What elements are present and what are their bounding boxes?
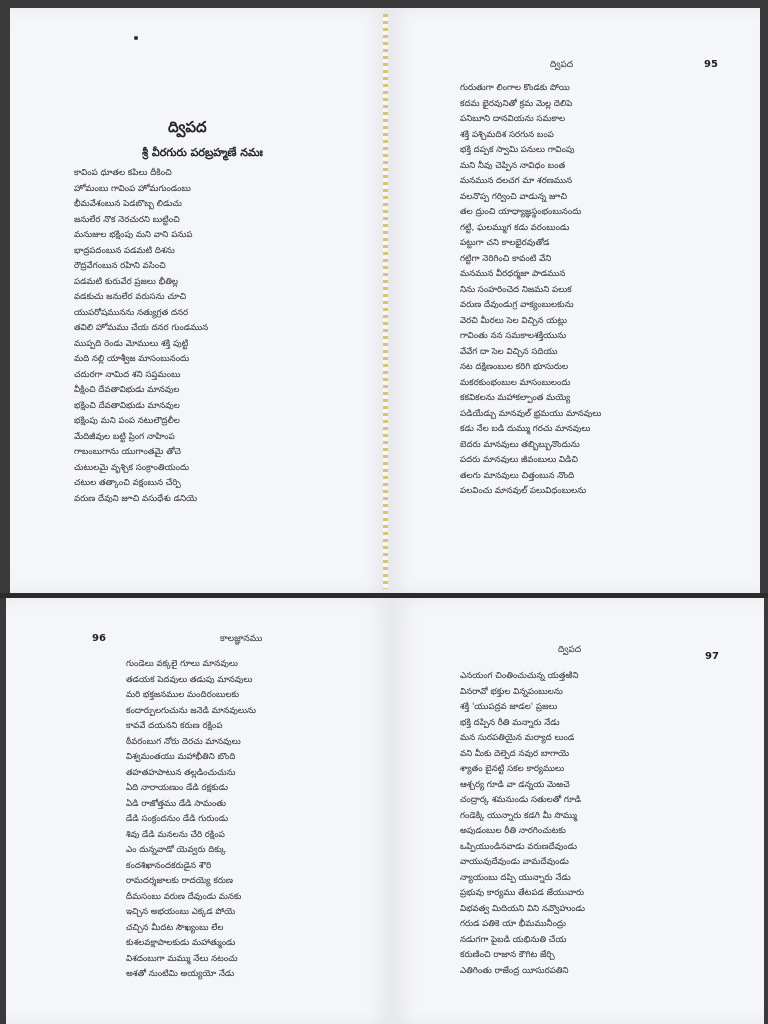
verse-line: ముప్పది రెండు మోములు శక్తి పుట్టి [74,338,189,349]
verse-line: అపుడంబుల రీతి నారగించుటకు [460,826,566,836]
verse-line: వరుణ దేవుండుగ్ర వాక్యంబులకును [460,300,574,310]
verse-line: ఎనయంగ చింతించుచున్న యత్తఱిని [460,671,579,681]
page-number: 95 [704,59,718,70]
page-number: 97 [705,651,719,662]
verse-line: ఠీవరంబుగ నోరు దెరచు మానవులు [126,736,241,747]
verse-line: వీక్షించి దేవతావిభుడు మానవుల [74,385,180,395]
verse-line: గుండెలు వక్కలై గూలు మానవులు [126,659,238,669]
verse-line: అశతో నుంటిమి అయ్యయో నేడు [126,969,235,979]
verse-line: గరుడ పతికె యా భీమమునీంద్రు [460,919,566,929]
verse-line: కందశిఖానందకరుడైన శౌరి [126,860,212,871]
verse-line: ఇచ్చిన అభయంబు ఎక్కడ పోయె [126,907,236,917]
verse-line: విశదంబుగా మమ్ము నేలు నటంచు [126,953,238,964]
verse-line: పనిబూని దానవియను సమకాల [460,114,566,124]
verse-line: డేడి సంక్రందనుం డేడి గురుండు [126,814,229,824]
invocation-subtitle: శ్రీ వీరగురు పరబ్రహ్మణే నమః [142,146,263,159]
verse-line: చుటులమై వృశ్చిక సంక్రాంతియందు [74,462,190,473]
verse-line: వరుణ దేవుని జూచి వసుధేశు డనియె [74,493,198,504]
verse-line: కరుణించి రాజాన కౌగిట జేర్చి [460,950,555,960]
page-bottom-left [6,598,392,1024]
verse-line: రౌద్రవేగంబున రహిని వసించి [74,261,166,271]
verse-lines [126,657,256,983]
verse-line: మకరకుంభంబుల మాసంబులందు [460,377,571,388]
verse-line: మరి భక్తజనముల మందిరంబులకు [126,690,239,700]
running-head: ద్విపద [558,645,582,655]
verse-line: శక్తి 'యుపద్రవ జాడల' ప్రజలు [460,702,558,712]
verse-line: భాద్రపదంబున పడమటి దిశను [74,245,175,256]
verse-line: చటుల తత్కాంచి వక్షంబున చేర్పి [74,478,181,488]
verse-line: ఒప్పియుండినవాడు వరుణదేవుండు [460,841,577,852]
poem-title: ద్విపద [168,118,207,136]
verse-line: శ్యాతం బైనట్టి సకల కార్యములు [460,764,565,774]
verse-line: తల ద్రుంచి యాధ్యాజ్ఞస్థంభంబునందు [460,207,582,217]
verse-line: వడకుచు జనులేర వరుసను చూచి [74,292,187,302]
verse-line: ఏడి రాజోత్తము డేడి సామంతు [126,798,226,809]
verse-line: ఎం దున్నవాడో యెవ్వరు దిక్కు [126,845,226,855]
verse-line: భక్షించి దేవతావిభుడు మానవుల [74,400,180,411]
verse-line: శక్తి పశ్చిమదిశ సరగున బంప [460,129,554,140]
verse-line: శివు డేడి మనలను చేరి రక్షింప [126,829,225,840]
verse-line: ప్రభువు కార్యము తేటపడ జేయువారు [460,888,585,898]
running-head: ద్విపద [550,60,574,70]
verse-line: గురుతుగా లింగాల కొండకు పోయి [460,83,570,93]
verse-line: మది నల్లి యాశ్వీజ మాసంబునందు [74,354,190,364]
verse-line: పదరు మానవులు జీవంబులు విడిచి [460,455,578,465]
verse-lines [74,166,208,507]
verse-line: దీమసంబు వరుణ దేవుండు మనకు [126,891,242,902]
verse-line: హోమంబు గావింప హోమగుండంబు [74,183,191,194]
verse-line: చంద్రార్క శమనుండు సతులతో గూడి [460,795,581,805]
verse-line: చచ్చిన మీదట సౌఖ్యంబు లేల [126,922,224,933]
verse-line: వలనొప్ప గర్వించి వాడున్న జూచి [460,191,567,202]
verse-line: మనమున వీరధర్మజా పాడమున [460,269,566,279]
verse-line: న్యాయంబు దప్పి యున్నారు నేడు [460,872,571,883]
verse-line: పడమటి కురువేర ప్రజలు భీతిల్ల [74,276,179,287]
verse-line: కావవే దయనని కరుణ రక్షింప [126,721,223,731]
verse-lines [460,669,585,979]
verse-line: కుశలవక్షాపాలకుడు మహాత్ముండు [126,938,236,948]
verse-line: భక్తి దప్పక స్వామి పనులు గావింపు [460,145,575,155]
verse-line: వినరావో భక్తుల విన్నపంబులను [460,686,563,697]
verse-line: చదురగా నామిద శని సప్తమంబు [74,369,181,380]
page-top-right [388,8,760,593]
running-head: కాలజ్ఞానము [220,634,263,644]
verse-line: భక్షింపు మని పంప నటులౌద్రలీల [74,416,180,426]
verse-line: ఎతిగింతు రాజేంద్ర యీసురపతిని [460,965,569,976]
verse-line: పలవించు మానవుల్ పలువిధంబులను [460,486,587,496]
verse-line: గావింతు నన సమకాలశక్తియును [460,331,567,341]
verse-line: రామదర్శజాలకు రాదయ్యె కరుణ [126,876,234,886]
verse-line: గాబంబుగాను యుగాంతమై తోచె [74,447,181,457]
verse-line: పడియేడ్చు మానవుల్ భ్రమయు మానవులు [460,408,602,419]
verse-line: కావింప ధూతల కపిలు దీకించి [74,168,172,178]
verse-line: వెరచి మీరలు సెల విచ్చిన యట్లు [460,315,567,326]
verse-line: ఆశ్చర్య గూడి వా డన్నయ మెఱచె [460,779,570,790]
verse-line: గట్టి, ఘలమ్ముగ కడు వరంబుండు [460,222,570,233]
verse-line: వేవేగ దా సెల విచ్చిన సదియు [460,346,558,357]
verse-line: భీమవేశంబున పెడబొబ్బ లిడుచు [74,199,182,209]
verse-line: నిను సంహరించెద నిజమని పలుక [460,284,572,295]
verse-line: మేదిజీవుల బట్టి ప్రింగ నాహింప [74,431,175,442]
verse-line: కకవికలను మహాకల్పాంత మయ్యె [460,393,571,403]
page-number: 96 [92,633,106,644]
verse-line: విశ్వమంతయు మహాభీతిని బొంది [126,752,236,762]
verse-line: బెదరు మానవులు తబ్బిబ్బునొందును [460,439,580,450]
verse-line: తవిలి హోమము చేయ దనర గుండమున [74,323,209,333]
verse-line: గట్టిగా నెరిగించి కావంటి వేని [460,253,552,264]
verse-line: కందార్పులగుచును జనెడి మానవులును [126,705,256,716]
ink-speck [134,36,138,40]
page-bottom-right [392,598,764,1024]
verse-line: మనమున దలచగ మా శరణమున [460,176,572,186]
verse-line: యుపరోషమునను నత్యుగ్రత దనర [74,307,189,318]
verse-line: నట దక్షిణంబుల కరిగి భూసురుల [460,362,569,372]
verse-line: విభవత్వ మిదియని విని నవ్వొహుండు [460,903,585,914]
verse-lines [460,81,601,500]
verse-line: జనులేర నొక నెరచురని బుట్టించి [74,214,180,225]
verse-line: నడుగగా పైబడి యభినుతి చేయ [460,934,567,945]
verse-line: వని మీకు దెల్పెద నవుర బాగాయె [460,748,570,759]
verse-line: భక్తి దప్పిన రీతి మన్నారు నేడు [460,717,560,728]
verse-line: తలగు మానవులు చిత్తంబున నొంది [460,470,575,481]
verse-line: వాయువుదేవుండు వామదేవుండు [460,857,569,867]
verse-line: మని నీవు చెప్పిన నావిధం బంత [460,160,566,171]
verse-line: ఏది నారాయణుం డేడి రక్షకుడు [126,783,228,793]
verse-line: పట్టుగా చని కాలభైరవుతోడ [460,238,550,248]
verse-line: మన సురపతియైన మర్యాద లుండ [460,733,575,743]
page-top-left [10,8,388,593]
verse-line: కదమ భైరవునితో క్రమ మెల్ల దెలిపె [460,98,573,109]
verse-line: మనుజుల భక్షింపు మని వాని పనుప [74,230,193,240]
verse-line: కడు నేల బడి దుమ్ము గరచు మానవులు [460,424,591,434]
verse-line: తడయక పెదవులు తడుపు మానవులు [126,674,253,685]
verse-line: తహతహపాటున తల్లడించుచును [126,767,236,778]
verse-line: గండెక్కి యున్నారు కడగి మీ సొమ్ము [460,810,577,821]
